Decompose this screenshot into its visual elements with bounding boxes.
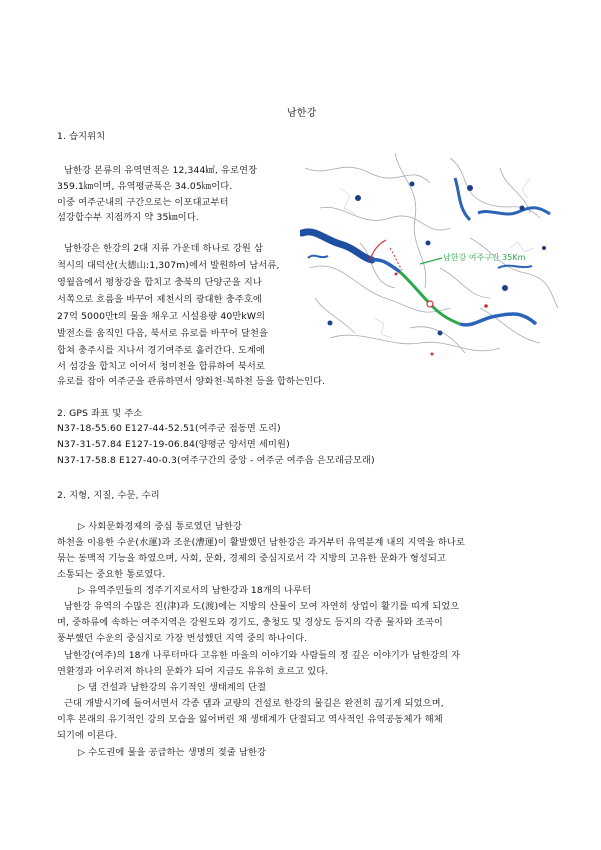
s1-p1-line4: 섬강합수부 지점까지 약 35㎞이다. bbox=[57, 212, 199, 223]
s1-p2-line9: 유로를 잡아 여주군을 관류하면서 양화천·복하천 등을 합하는인다. bbox=[57, 376, 326, 387]
s1-p1-line3: 이중 여주군내의 구간으로는 이포대교부터 bbox=[57, 197, 229, 208]
b2-line-5: 연환경과 어우러져 하나의 문화가 되어 지금도 유유히 흐르고 있다. bbox=[57, 666, 329, 677]
b2-line-3: 풍부했던 수운의 중심지로 가장 번성했던 지역 중의 하나이다. bbox=[57, 633, 308, 644]
bullet-1: ▷ 사회문화경제의 중심 통로였던 남한강 bbox=[78, 521, 242, 532]
s1-p2-line7: 합쳐 충주시를 지나서 경기여주로 흘러간다. 도계에 bbox=[57, 345, 265, 356]
b2-line-2: 며, 중하류에 속하는 여주지역은 강원도와 경기도, 충청도 및 경상도 등지의 각종 물자와 조곡이 bbox=[57, 617, 443, 628]
page-title: 남한강 bbox=[287, 108, 317, 119]
gps-line-2: N37-31-57.84 E127-19-06.84(양평군 양서면 세미원) bbox=[57, 439, 290, 450]
s1-p1-line1: 남한강 본류의 유역면적은 12,344㎢, 유로연장 bbox=[64, 165, 258, 176]
s1-p2-line2: 척시의 대덕산(大德山:1,307m)에서 발원하여 남서류, bbox=[57, 260, 280, 271]
section3-heading: 2. 지형, 지질, 수문, 수리 bbox=[57, 490, 160, 501]
s1-p2-line6: 발전소를 움직인 다음, 북서로 유로를 바꾸어 달천을 bbox=[57, 328, 269, 339]
section2-heading: 2. GPS 좌표 및 주소 bbox=[57, 408, 143, 419]
s1-p2-line8: 서 섬강을 합치고 이어서 청미천을 합류하여 북서로 bbox=[57, 361, 265, 372]
s1-p2-line5: 27억 5000만t의 물을 채우고 시설용량 40만kW의 bbox=[57, 311, 266, 322]
s1-p2-line3: 영월읍에서 평창강을 합치고 충북의 단양군을 지나 bbox=[57, 277, 262, 288]
b2-line-1: 남한강 유역의 수많은 진(津)과 도(渡)에는 지방의 산물이 모여 자연히 상업이 활기를 띠게 되었으 bbox=[64, 601, 460, 612]
river-map bbox=[300, 148, 562, 366]
b1-line-3: 소통되는 중요한 통로였다. bbox=[57, 569, 166, 580]
b3-line-2: 이후 본래의 유기적인 강의 모습을 잃어버린 채 생태계가 단절되고 역사적인 유역공동체가 해체 bbox=[57, 714, 443, 725]
section1-heading: 1. 습지위치 bbox=[57, 131, 106, 142]
b3-line-1: 근대 개발시기에 들어서면서 각종 댐과 교량의 건설로 한강의 물길은 완전히 끊기게 되었으며, bbox=[64, 698, 444, 709]
s1-p1-line2: 359.1㎞이며, 유역평균폭은 34.05㎞이다. bbox=[57, 181, 233, 192]
gps-line-1: N37-18-55.60 E127-44-52.51(여주군 점동면 도리) bbox=[57, 423, 281, 434]
map-label: 남한강 여주구간 35Km bbox=[443, 253, 526, 262]
b3-line-3: 되기에 이른다. bbox=[57, 730, 118, 741]
bullet-2: ▷ 유역주민들의 정주기지로서의 남한강과 18개의 나루터 bbox=[78, 585, 312, 596]
b2-line-4: 남한강(여주)의 18개 나루터마다 고유한 마을의 이야기와 사람들의 정 깊은 이야기가 남한강의 자 bbox=[64, 650, 461, 661]
bullet-4: ▷ 수도권에 물을 공급하는 생명의 젖줄 남한강 bbox=[78, 747, 267, 758]
bullet-3: ▷ 댐 건설과 남한강의 유기적인 생태계의 단절 bbox=[78, 682, 267, 693]
s1-p2-line1: 남한강은 한강의 2대 지류 가운데 하나로 강원 삼 bbox=[64, 243, 263, 254]
b1-line-2: 묶는 동맥적 기능을 하였으며, 사회, 문화, 경제의 중심지로서 각 지방의 고유한 문화가 형성되고 bbox=[57, 553, 447, 564]
gps-line-3: N37-17-58.8 E127-40-0.3(여주구간의 중앙 - 여주군 여주읍 은모래금모래) bbox=[57, 455, 375, 466]
s1-p2-line4: 서쪽으로 흐름을 바꾸어 제천시의 광대한 충주호에 bbox=[57, 294, 262, 305]
b1-line-1: 하천을 이용한 수운(水運)과 조운(漕運)이 활발했던 남한강은 과거부터 유역분계 내의 지역을 하나로 bbox=[57, 537, 465, 548]
